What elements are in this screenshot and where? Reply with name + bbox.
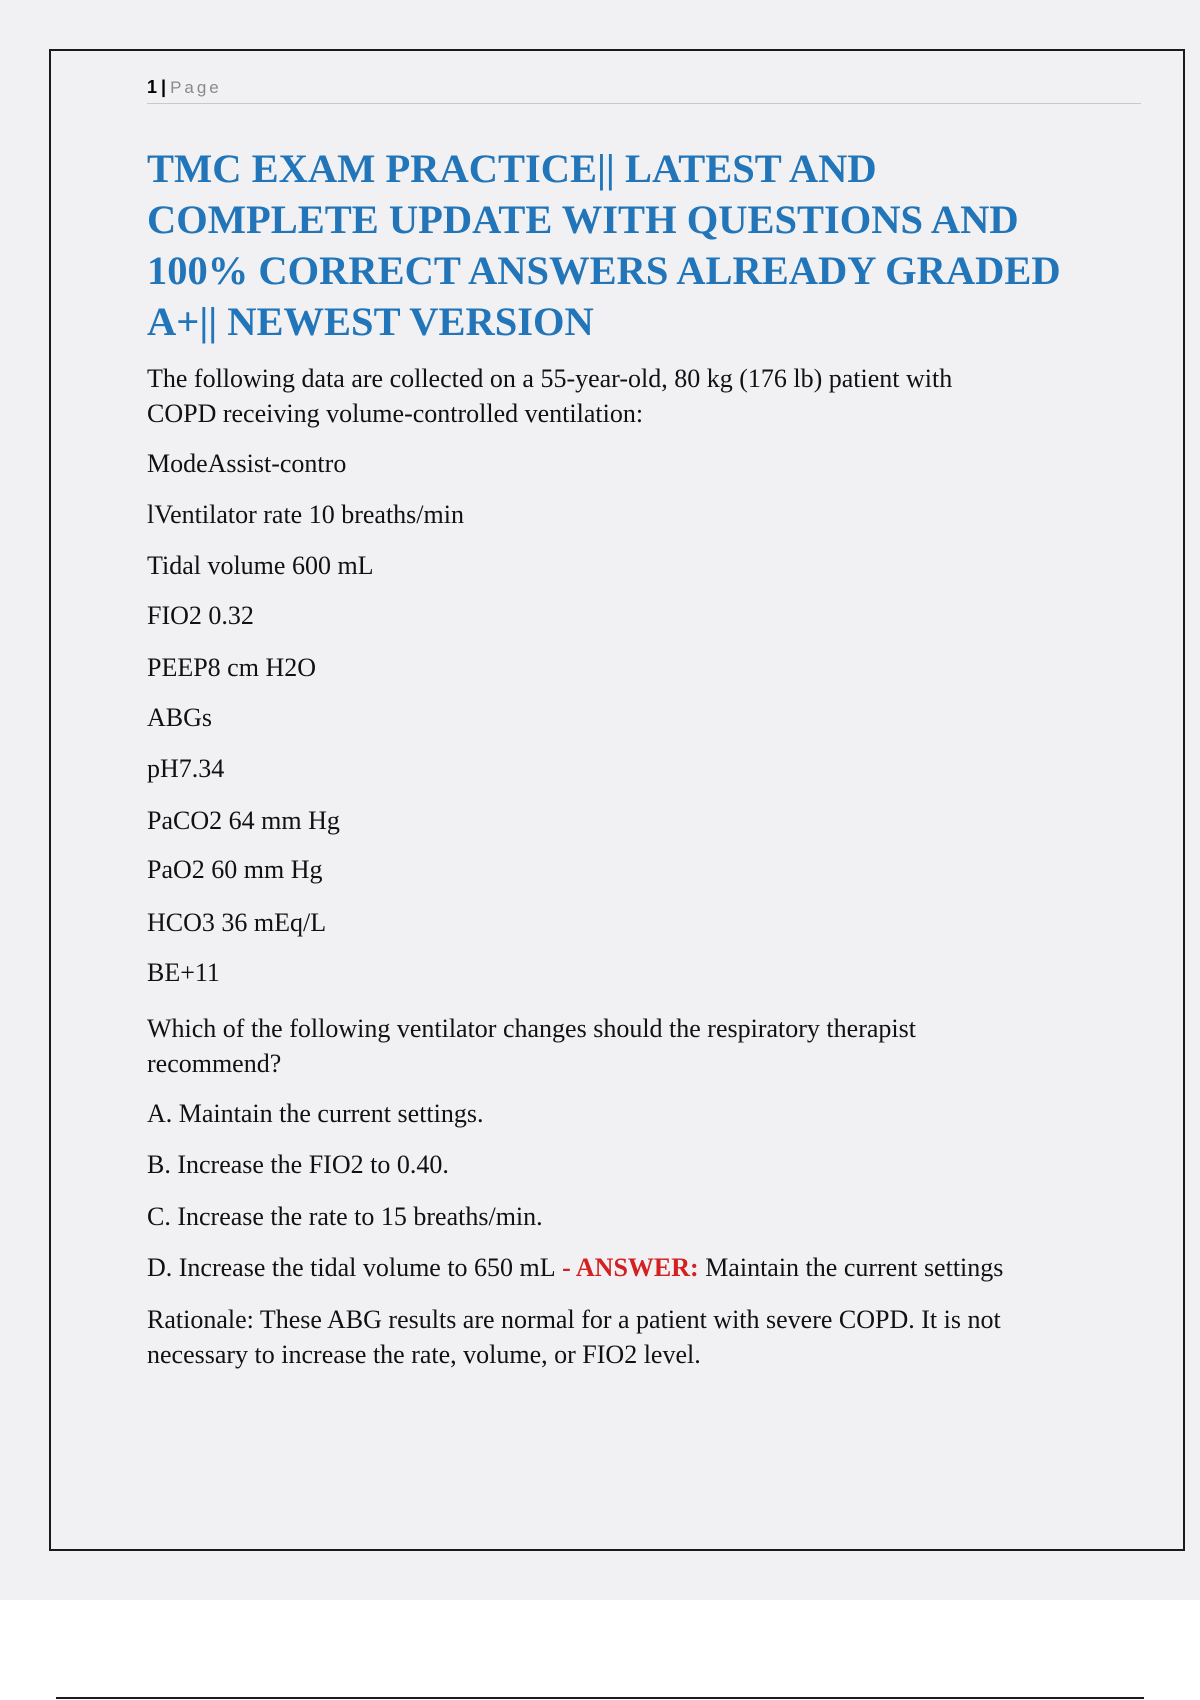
data-fio2: FIO2 0.32 — [147, 601, 254, 630]
title-line: COMPLETE UPDATE WITH QUESTIONS AND — [147, 197, 1019, 242]
data-pao2: PaO2 60 mm Hg — [147, 855, 323, 884]
page-header — [147, 77, 1141, 104]
document-title — [147, 143, 1147, 347]
intro-line: The following data are collected on a 55-year-old, 80 kg (176 lb) patient with — [147, 364, 953, 393]
question-paragraph — [147, 1011, 1147, 1081]
title-line: A+|| NEWEST VERSION — [147, 299, 594, 344]
rationale-line: necessary to increase the rate, volume, or FIO2 level. — [147, 1340, 701, 1369]
page-label: Page — [170, 78, 222, 97]
data-ph: pH7.34 — [147, 754, 225, 783]
data-abgs: ABGs — [147, 703, 213, 732]
rationale-paragraph — [147, 1302, 1147, 1372]
question-line: Which of the following ventilator changes should the respiratory therapist — [147, 1014, 916, 1043]
option-d: D. Increase the tidal volume to 650 mL — [147, 1253, 556, 1282]
option-d-with-answer — [147, 1250, 1147, 1285]
title-line: TMC EXAM PRACTICE|| LATEST AND — [147, 146, 877, 191]
intro-line: COPD receiving volume-controlled ventilation: — [147, 399, 644, 428]
data-be: BE+11 — [147, 958, 220, 987]
page-number: 1 — [147, 77, 158, 97]
rationale-line: Rationale: These ABG results are normal for a patient with severe COPD. It is not — [147, 1305, 1001, 1334]
option-b: B. Increase the FIO2 to 0.40. — [147, 1150, 449, 1179]
answer-label: - ANSWER: — [555, 1253, 699, 1282]
option-c: C. Increase the rate to 15 breaths/min. — [147, 1202, 543, 1231]
data-hco3: HCO3 36 mEq/L — [147, 908, 327, 937]
data-paco2: PaCO2 64 mm Hg — [147, 806, 340, 835]
answer-text: Maintain the current settings — [698, 1253, 1004, 1282]
data-ventilator-rate: lVentilator rate 10 breaths/min — [147, 500, 464, 529]
option-a: A. Maintain the current settings. — [147, 1099, 484, 1128]
document-page — [49, 49, 1185, 1551]
question-line: recommend? — [147, 1049, 282, 1078]
intro-paragraph — [147, 361, 1147, 431]
title-line: 100% CORRECT ANSWERS ALREADY GRADED — [147, 248, 1061, 293]
data-peep: PEEP8 cm H2O — [147, 653, 316, 682]
data-tidal-volume: Tidal volume 600 mL — [147, 551, 374, 580]
footer-rule — [56, 1697, 1144, 1699]
data-mode: ModeAssist-contro — [147, 449, 347, 478]
page-separator: | — [161, 77, 167, 97]
